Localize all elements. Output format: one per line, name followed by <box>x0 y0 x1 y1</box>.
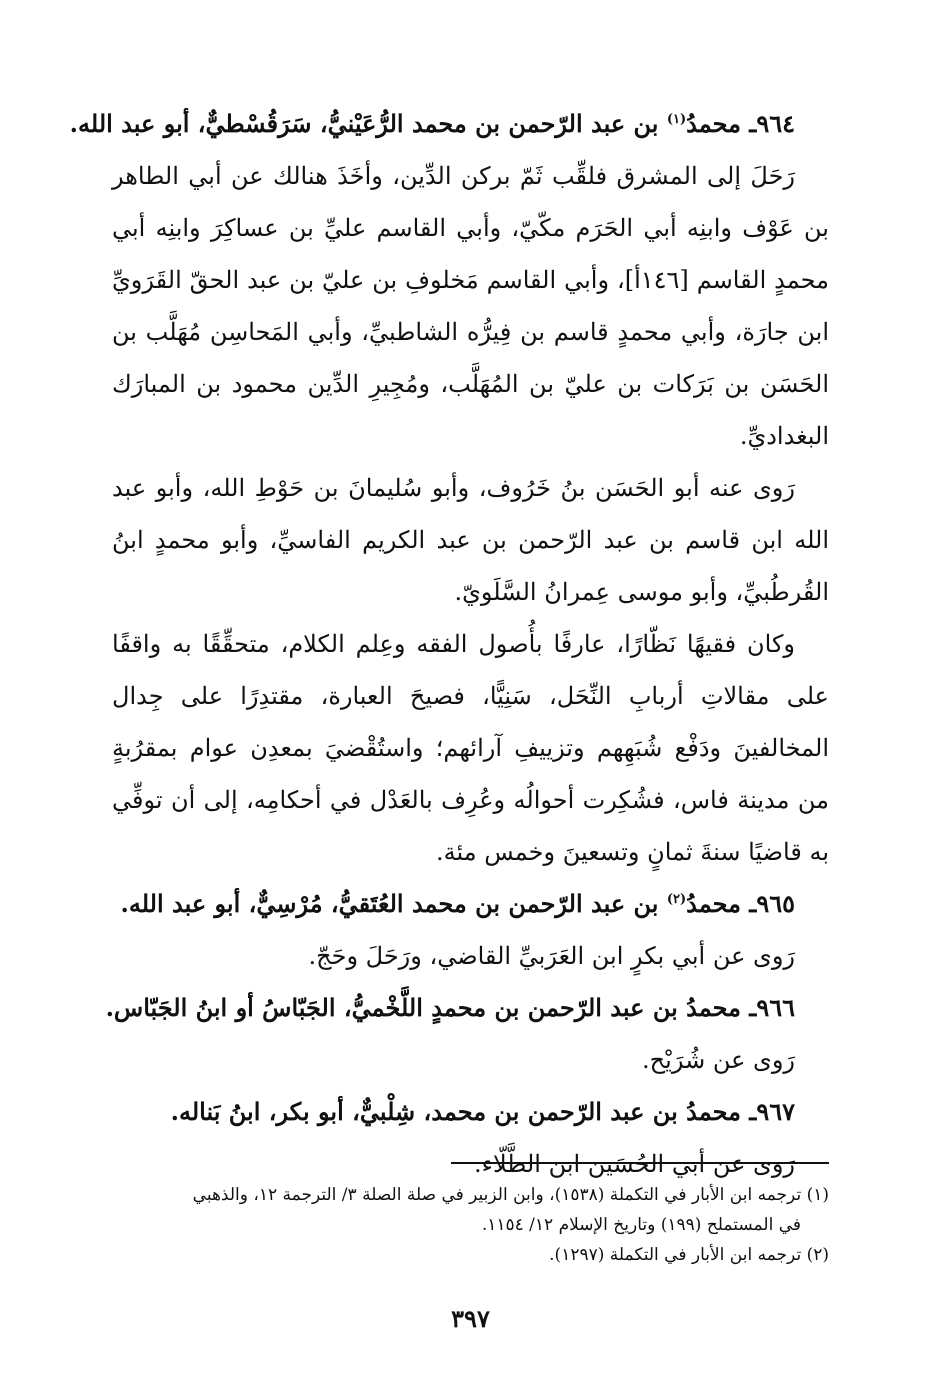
footnote-1 <box>112 1180 829 1240</box>
footnote-text: ترجمه ابن الأبار في التكملة (١٥٣٨)، وابن الزبير في صلة الصلة ٣/ الترجمة ١٢، والذهبي <box>192 1185 807 1205</box>
entry-964-heading <box>69 98 829 150</box>
entry-967-heading <box>112 1086 829 1138</box>
page-number: ٣٩٧ <box>451 1304 490 1333</box>
footnote-ref: (٢) <box>666 892 687 907</box>
footnote-ref: (١) <box>666 112 687 127</box>
entry-964-students-paragraph: رَوى عنه أبو الحَسَن بنُ خَرُوف، وأبو سُليمانَ بن حَوْطِ الله، وأبو عبد الله ابن قاسم بن عبد الرّحمن بن عبد الكريم الفاسيِّ، وأبو محمدٍ ابنُ القُرطُبيِّ، وأبو موسى عِمرانُ السَّلَويّ. <box>112 474 829 606</box>
entry-966-heading <box>105 982 829 1034</box>
entry-966-paragraph: رَوى عن شُرَيْح. <box>642 1046 795 1074</box>
footnote-text: ترجمه ابن الأبار في التكملة (١٢٩٧). <box>549 1245 807 1265</box>
entry-967-paragraph: رَوى عن أبي الحُسَين ابن الطَّلّاء. <box>474 1150 795 1178</box>
footnotes <box>112 1180 829 1270</box>
entry-name-rest: بن عبد الرّحمن بن محمد العُتَقيُّ، مُرْسِيٌّ، أبو عبد الله. <box>120 889 667 918</box>
entry-number: ٩٦٦ <box>756 993 795 1022</box>
entry-965-heading <box>112 878 829 930</box>
entry-965-paragraph: رَوى عن أبي بكرٍ ابن العَرَبيِّ القاضي، ورَحَلَ وحَجّ. <box>308 942 795 970</box>
entry-number: ٩٦٧ <box>756 1097 795 1126</box>
entry-number: ٩٦٤ <box>756 109 795 138</box>
footnote-mark: (٢) <box>806 1245 829 1265</box>
footnote-text-continued: في المستملح (١٩٩) وتاريخ الإسلام ١٢/ ١١٥٤. <box>481 1215 801 1235</box>
entry-name: ـ محمدُ <box>686 889 757 918</box>
entry-number: ٩٦٥ <box>756 889 795 918</box>
entry-name: ـ محمدُ بن عبد الرّحمن بن محمدٍ اللَّخْميُّ، الجَبّاسُ أو ابنُ الجَبّاس. <box>105 993 757 1022</box>
footnote-mark: (١) <box>806 1185 829 1205</box>
entry-name-rest: بن عبد الرّحمن بن محمد الرُّعَيْنيُّ، سَرَقُسْطيٌّ، أبو عبد الله. <box>69 109 667 138</box>
footnote-divider <box>451 1162 829 1164</box>
main-text <box>69 98 830 1190</box>
footnote-2 <box>112 1240 829 1270</box>
entry-964-travel-paragraph: رَحَلَ إلى المشرق فلقِّب ثَمّ بركن الدِّين، وأخَذَ هنالك عن أبي الطاهر بن عَوْف وابنِه أبي الحَرَم مكّيّ، وأبي القاسم عليِّ بن عساكِرَ وابنِه أبي محمدٍ القاسم [١٤٦أ]، وأبي القاسم مَخلوفِ بن عليّ بن عبد الحقّ القَرَويِّ ابن جارَة، وأبي محمدٍ قاسم بن فِيرُّه الشاطبيِّ، وأبي المَحاسِن مُهَلَّب بن الحَسَن بن بَرَكات بن عليّ بن المُهَلَّب، ومُجِيرِ الدِّين محمود بن المبارَك البغداديِّ. <box>112 162 830 450</box>
entry-name: ـ محمدُ بن عبد الرّحمن بن محمد، شِلْبيٌّ، أبو بكر، ابنُ بَناله. <box>170 1097 757 1126</box>
entry-964-bio-paragraph: وكان فقيهًا نَظّارًا، عارفًا بأُصول الفقه وعِلم الكلام، متحقِّقًا به واقفًا على مقالاتِ أربابِ النِّحَل، سَنِيًّا، فصيحَ العبارة، مقتدِرًا على جِدال المخالفينَ ودَفْع شُبَهِهم وتزييفِ آرائهم؛ واستُقْضيَ بمعدِن عوام بمقرُبةٍ من مدينة فاس، فشُكِرت أحوالُه وعُرِف بالعَدْل في أحكامِه، إلى أن توفِّي به قاضيًا سنةَ ثمانٍ وتسعينَ وخمس مئة. <box>112 630 829 866</box>
entry-name: ـ محمدُ <box>686 109 757 138</box>
